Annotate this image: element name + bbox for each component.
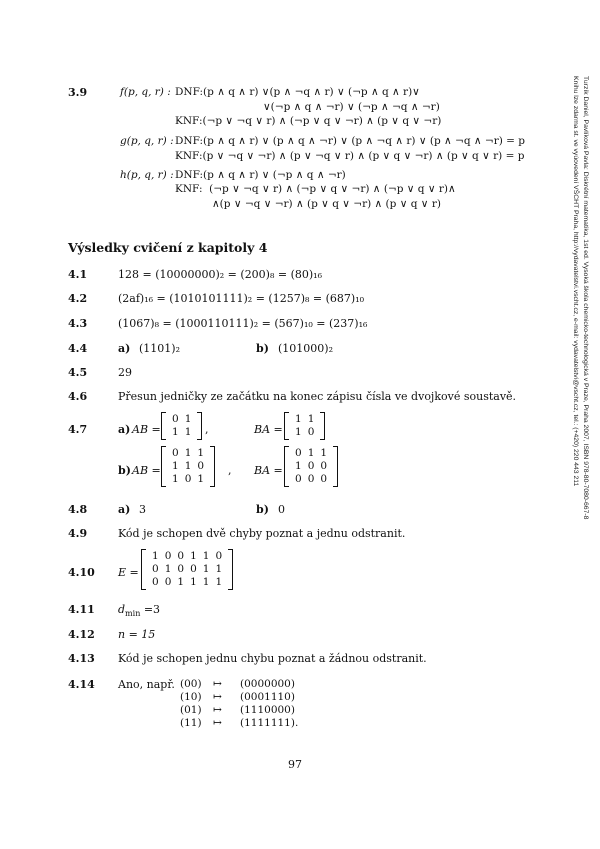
d-symbol: d (118, 603, 126, 616)
matrix-entry: 1 (202, 550, 210, 562)
matrix-entry: 1 (184, 426, 192, 438)
item-number-4-13: 4.13 (68, 652, 95, 665)
matrix-entry: 0 (152, 576, 159, 588)
matrix-entry: 1 (184, 413, 192, 425)
page-number: 97 (288, 758, 302, 771)
matrix-entry: 1 (184, 460, 192, 472)
mapping-to: (0001110) (240, 691, 295, 703)
answer-4-2: (2af)₁₆ = (1010101111)₂ = (1257)₈ = (687)₁₀ (118, 292, 365, 305)
mapping-from: (10) (180, 691, 202, 703)
matrix-entry: 1 (295, 460, 302, 472)
item-number-4-9: 4.9 (68, 527, 88, 540)
answer-4-12: n = 15 (118, 628, 156, 641)
item-number-4-2: 4.2 (68, 292, 88, 305)
matrix-entry: 0 (295, 473, 302, 485)
item-number-4-12: 4.12 (68, 628, 95, 641)
matrix-4-7a-ba (284, 412, 325, 440)
answer-4-8a: 3 (139, 503, 146, 516)
matrix-entry: 1 (307, 447, 315, 459)
item-number-4-14: 4.14 (68, 678, 95, 691)
matrix-4-10 (141, 549, 233, 590)
f-knf: KNF:(¬p ∨ ¬q ∨ r) ∧ (¬p ∨ q ∨ ¬r) ∧ (p ∨ q ∨ ¬r) (175, 115, 442, 127)
matrix-4-7a-ab (161, 412, 202, 440)
answer-4-11 (118, 603, 160, 618)
matrix-grid (161, 446, 215, 487)
g-dnf: DNF:(p ∧ q ∧ r) ∨ (p ∧ q ∧ ¬r) ∨ (p ∧ ¬q ∧ r) ∨ (p ∧ ¬q ∧ ¬r) = p (175, 135, 526, 147)
answer-4-4b-label: b) (256, 342, 269, 355)
matrix-entry: 0 (184, 473, 192, 485)
matrix-entry: 0 (177, 563, 185, 575)
h-label: h(p, q, r) : (120, 169, 174, 181)
matrix-grid (141, 549, 233, 590)
matrix-entry: 1 (197, 473, 205, 485)
item-number-4-4: 4.4 (68, 342, 88, 355)
matrix-entry: 1 (190, 576, 197, 588)
matrix-entry: 1 (152, 550, 159, 562)
section-heading: Výsledky cvičení z kapitoly 4 (68, 240, 268, 255)
answer-4-1: 128 = (10000000)₂ = (200)₈ = (80)₁₆ (118, 268, 322, 281)
matrix-entry: 0 (164, 576, 172, 588)
side-line-2: Knihu lze zdarma st. ve vyúovedení VŠCHT Praha, http://vydavatelstvi.vscht.cz, e-mail: vydavatelstvi@vscht.cz, tel.: (+420) 220 443 211 (572, 76, 579, 487)
matrix-entry: 0 (215, 550, 223, 562)
side-line-1: Turzík Daniel, Pavlíková Pavla: Diskrétní matematika, 1st ed. Vysoká škola chemicko-technologická v Praze, Praha 2007, ISBN 978-80-7080-667-8 (582, 76, 589, 520)
f-dnf-line2: ∨(¬p ∧ q ∧ ¬r) ∨ (¬p ∧ ¬q ∧ ¬r) (263, 101, 440, 113)
answer-4-8a-label: a) (118, 503, 131, 516)
answer-4-4a-label: a) (118, 342, 131, 355)
matrix-entry: 0 (320, 473, 328, 485)
matrix-entry: 1 (164, 563, 172, 575)
answer-4-8b-label: b) (256, 503, 269, 516)
matrix-entry: 1 (172, 460, 179, 472)
mapping-to: (1111111). (240, 717, 299, 729)
min-subscript: min (125, 609, 141, 619)
comma: , (205, 423, 209, 436)
g-label: g(p, q, r) : (120, 135, 174, 147)
matrix-entry: 0 (307, 473, 315, 485)
matrix-4-7b-ab (161, 446, 215, 487)
matrix-entry: 0 (197, 460, 205, 472)
matrix-grid (161, 412, 202, 440)
item-number-4-10: 4.10 (68, 566, 95, 579)
f-label: f(p, q, r) : (120, 86, 171, 98)
mapping-from: (01) (180, 704, 202, 716)
item-number-3-9: 3.9 (68, 86, 88, 99)
side-copyright-note (560, 76, 590, 596)
comma: , (228, 464, 232, 477)
matrix-entry: 1 (215, 576, 223, 588)
answer-4-4b: (101000)₂ (278, 342, 333, 355)
answer-4-7a-ba-label: BA = (254, 423, 283, 436)
item-number-4-3: 4.3 (68, 317, 88, 330)
matrix-entry: 1 (184, 447, 192, 459)
matrix-entry: 1 (172, 426, 179, 438)
h-knf-line1: KNF: (¬p ∨ ¬q ∨ r) ∧ (¬p ∨ q ∨ ¬r) ∧ (¬p ∨ q ∨ r)∧ (175, 183, 456, 195)
answer-4-7a-label: a) (118, 423, 131, 436)
item-number-4-5: 4.5 (68, 366, 88, 379)
answer-4-14-intro: Ano, např. (118, 678, 175, 691)
mapping-arrow: ↦ (213, 691, 222, 703)
matrix-entry: 1 (190, 550, 197, 562)
mapping-arrow: ↦ (213, 678, 222, 690)
answer-4-10-label: E = (118, 566, 139, 579)
matrix-entry: 1 (202, 576, 210, 588)
g-knf: KNF:(p ∨ ¬q ∨ ¬r) ∧ (p ∨ ¬q ∨ r) ∧ (p ∨ q ∨ ¬r) ∧ (p ∨ q ∨ r) = p (175, 150, 525, 162)
matrix-entry: 1 (202, 563, 210, 575)
matrix-entry: 0 (172, 447, 179, 459)
answer-4-7b-ba-label: BA = (254, 464, 283, 477)
matrix-entry: 0 (307, 460, 315, 472)
f-dnf-line1: DNF:(p ∧ q ∧ r) ∨(p ∧ ¬q ∧ r) ∨ (¬p ∧ q ∧ r)∨ (175, 86, 420, 98)
matrix-entry: 1 (307, 413, 315, 425)
matrix-entry: 1 (215, 563, 223, 575)
mapping-from: (00) (180, 678, 202, 690)
answer-4-4a: (1101)₂ (139, 342, 180, 355)
matrix-entry: 1 (295, 413, 302, 425)
item-number-4-8: 4.8 (68, 503, 88, 516)
h-knf-line2: ∧(p ∨ ¬q ∨ ¬r) ∧ (p ∨ q ∨ ¬r) ∧ (p ∨ q ∨ r) (212, 198, 441, 210)
answer-4-9: Kód je schopen dvě chyby poznat a jednu odstranit. (118, 527, 406, 540)
answer-4-6: Přesun jedničky ze začátku na konec zápisu čísla ve dvojkové soustavě. (118, 390, 517, 403)
matrix-grid (284, 446, 338, 487)
answer-4-3: (1067)₈ = (1000110111)₂ = (567)₁₀ = (237)₁₆ (118, 317, 368, 330)
matrix-entry: 0 (152, 563, 159, 575)
matrix-grid (284, 412, 325, 440)
mapping-arrow: ↦ (213, 704, 222, 716)
matrix-entry: 0 (177, 550, 185, 562)
matrix-entry: 0 (172, 413, 179, 425)
matrix-entry: 1 (197, 447, 205, 459)
matrix-entry: 1 (177, 576, 185, 588)
h-dnf: DNF:(p ∧ q ∧ r) ∨ (¬p ∧ q ∧ ¬r) (175, 169, 346, 181)
matrix-entry: 0 (295, 447, 302, 459)
answer-4-7a-ab-label: AB = (132, 423, 161, 436)
matrix-entry: 1 (295, 426, 302, 438)
matrix-entry: 1 (320, 447, 328, 459)
answer-4-7b-ab-label: AB = (132, 464, 161, 477)
mapping-arrow: ↦ (213, 717, 222, 729)
matrix-entry: 0 (307, 426, 315, 438)
matrix-entry: 0 (320, 460, 328, 472)
matrix-entry: 0 (190, 563, 197, 575)
answer-4-11-value: =3 (140, 603, 161, 616)
matrix-4-7b-ba (284, 446, 338, 487)
answer-4-7b-label: b) (118, 464, 131, 477)
mapping-to: (0000000) (240, 678, 295, 690)
matrix-entry: 0 (164, 550, 172, 562)
item-number-4-11: 4.11 (68, 603, 95, 616)
mapping-from: (11) (180, 717, 202, 729)
answer-4-13: Kód je schopen jednu chybu poznat a žádnou odstranit. (118, 652, 427, 665)
answer-4-5: 29 (118, 366, 132, 379)
answer-4-8b: 0 (278, 503, 285, 516)
matrix-entry: 1 (172, 473, 179, 485)
item-number-4-1: 4.1 (68, 268, 88, 281)
item-number-4-7: 4.7 (68, 423, 88, 436)
mapping-to: (1110000) (240, 704, 295, 716)
item-number-4-6: 4.6 (68, 390, 88, 403)
